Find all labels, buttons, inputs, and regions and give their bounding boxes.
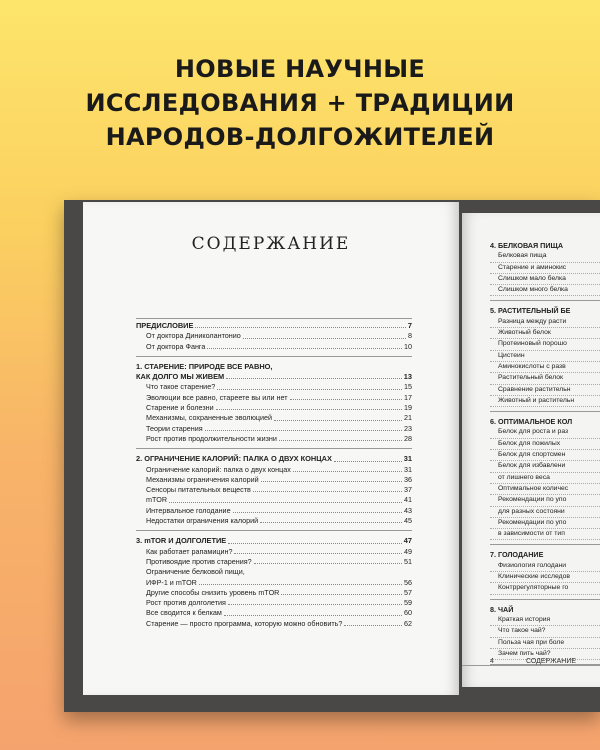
toc-entry-title: 2. ОГРАНИЧЕНИЕ КАЛОРИЙ: ПАЛКА О ДВУХ КОНЦАХ: [136, 454, 332, 464]
toc-entry-page: 17: [404, 392, 412, 402]
toc-entry: Разница между расти: [490, 317, 600, 328]
toc-entry: [136, 393, 412, 403]
toc-entry-page: 43: [404, 505, 412, 515]
toc-entry: Клинические исследов: [490, 572, 600, 583]
left-page: [83, 202, 459, 695]
toc-entry-title: Сенсоры питательных веществ: [146, 485, 251, 495]
toc-entry: Протеиновый порошо: [490, 339, 600, 350]
dot-leader: [274, 420, 402, 421]
toc-entry-page: 13: [403, 372, 412, 382]
toc-entry-title: Другие способы снизить уровень mTOR: [146, 587, 280, 597]
toc-entry: [136, 536, 412, 546]
toc-entry-title: mTOR: [146, 495, 168, 505]
toc-entry-page: 59: [404, 598, 412, 608]
toc-entry: Слишком мало белка: [490, 274, 600, 285]
toc-entry: 5. РАСТИТЕЛЬНЫЙ БЕ: [490, 306, 571, 316]
toc-entry-title: Все сводится к белкам: [146, 608, 222, 618]
toc-entry: Оптимальное количес: [490, 484, 600, 495]
dot-leader: [344, 625, 402, 626]
table-of-contents-continued: [490, 241, 600, 670]
toc-entry: [136, 516, 412, 526]
toc-entry-title: Старение — просто программа, которую можно обновить?: [146, 618, 343, 628]
toc-entry: [136, 465, 412, 475]
toc-entry: [136, 619, 412, 629]
toc-entry: [136, 608, 412, 618]
toc-entry-page: 7: [407, 321, 412, 330]
toc-section: [490, 605, 600, 665]
dot-leader: [199, 584, 402, 585]
toc-entry: в зависимости от тип: [490, 529, 600, 540]
toc-entry: Белок для роста и раз: [490, 427, 600, 438]
table-of-contents: [136, 318, 412, 638]
dot-leader: [169, 502, 402, 503]
dot-leader: [217, 389, 402, 390]
toc-entry: Цистеин: [490, 351, 600, 362]
toc-entry: [136, 454, 412, 464]
toc-entry-page: 21: [404, 413, 412, 423]
toc-entry-page: 31: [404, 464, 412, 474]
toc-entry-page: 8: [408, 331, 412, 341]
page-footer: [490, 658, 576, 665]
toc-entry: [136, 434, 412, 444]
dot-leader: [293, 471, 402, 472]
toc-entry-page: 15: [404, 382, 412, 392]
toc-entry-title: Что такое старение?: [146, 382, 216, 392]
headline-line-1: НОВЫЕ НАУЧНЫЕ: [174, 55, 426, 83]
dot-leader: [260, 522, 402, 523]
toc-entry-title: Эволюции все равно, стареете вы или нет: [146, 392, 288, 402]
toc-entry: Растительный белок: [490, 373, 600, 384]
toc-section: [136, 536, 412, 633]
toc-entry: [136, 495, 412, 505]
toc-entry-page: 62: [404, 618, 412, 628]
toc-entry-page: 10: [404, 341, 412, 351]
toc-entry: Животный белок: [490, 328, 600, 339]
headline: [0, 52, 600, 154]
toc-entry-title: Механизмы ограничения калорий: [146, 474, 259, 484]
dot-leader: [228, 604, 402, 605]
toc-entry: Рекомендации по упо: [490, 495, 600, 506]
toc-entry-title: Рост против долголетия: [146, 598, 226, 608]
dot-leader: [228, 543, 402, 544]
toc-entry: для разных состояни: [490, 507, 600, 518]
toc-entry-title: От доктора Фанга: [146, 341, 206, 351]
toc-entry-page: 49: [404, 546, 412, 556]
toc-entry: Белок для избавлени: [490, 461, 600, 472]
toc-entry: [136, 382, 412, 392]
dot-leader: [243, 338, 406, 339]
toc-entry-title: Интервальное голодание: [146, 505, 231, 515]
toc-entry: [136, 475, 412, 485]
dot-leader: [205, 430, 402, 431]
headline-line-2: ИССЛЕДОВАНИЯ + ТРАДИЦИИ: [85, 89, 515, 117]
dot-leader: [224, 615, 402, 616]
toc-entry: [136, 567, 412, 577]
toc-entry: Что такое чай?: [490, 626, 600, 637]
toc-entry-title: Ограничение калорий: палка о двух концах: [146, 464, 291, 474]
toc-section: [136, 454, 412, 531]
toc-entry-page: 31: [403, 454, 412, 464]
toc-entry-title: Механизмы, сохраненные эволюцией: [146, 413, 273, 423]
page-number: 4: [490, 658, 494, 665]
toc-entry-page: 41: [404, 495, 412, 505]
running-title: СОДЕРЖАНИЕ: [525, 658, 577, 665]
toc-entry: [136, 578, 412, 588]
toc-entry-page: 60: [404, 608, 412, 618]
toc-entry-title: Как работает рапамицин?: [146, 546, 233, 556]
footer-rule: [462, 665, 600, 666]
toc-entry-title: ИФР-1 и mTOR: [146, 577, 197, 587]
toc-entry: Животный и растительн: [490, 396, 600, 407]
toc-entry: [136, 588, 412, 598]
toc-section: [490, 550, 600, 599]
toc-entry: [136, 362, 412, 372]
dot-leader: [290, 399, 402, 400]
dot-leader: [207, 348, 402, 349]
dot-leader: [195, 327, 405, 328]
toc-entry: Белок для спортсмен: [490, 450, 600, 461]
toc-entry-title: Противоядие против старения?: [146, 556, 252, 566]
toc-entry: Физиология голодани: [490, 561, 600, 572]
toc-entry: Сравнение растительн: [490, 385, 600, 396]
toc-entry-title: ПРЕДИСЛОВИЕ: [136, 321, 194, 330]
toc-entry: Зачем пить чай?: [490, 649, 600, 660]
toc-entry: [136, 485, 412, 495]
toc-entry: Белковая пища: [490, 251, 600, 262]
toc-entry: [136, 506, 412, 516]
toc-entry: Белок для пожилых: [490, 439, 600, 450]
dot-leader: [233, 512, 402, 513]
toc-entry-page: 56: [404, 577, 412, 587]
toc-section: [490, 417, 600, 545]
toc-entry-title: 3. mTOR И ДОЛГОЛЕТИЕ: [136, 536, 227, 546]
toc-entry: [136, 413, 412, 423]
toc-entry-title: Рост против продолжительности жизни: [146, 433, 277, 443]
toc-section: [136, 362, 412, 449]
toc-entry: [136, 372, 412, 382]
toc-entry-title: Старение и болезни: [146, 403, 214, 413]
dot-leader: [226, 378, 402, 379]
toc-entry: 8. ЧАЙ: [490, 604, 514, 614]
toc-entry: Слишком много белка: [490, 285, 600, 296]
toc-entry: Рекомендации по упо: [490, 518, 600, 529]
dot-leader: [234, 553, 402, 554]
dot-leader: [254, 563, 402, 564]
dot-leader: [334, 461, 402, 462]
toc-entry: Аминокислоты с разв: [490, 362, 600, 373]
toc-entry: Контррегуляторные го: [490, 583, 600, 594]
toc-entry: [136, 321, 412, 331]
toc-section: [136, 318, 412, 357]
toc-entry-page: 51: [404, 556, 412, 566]
toc-entry-title: Недостатки ограничения калорий: [146, 516, 259, 526]
toc-entry-page: 57: [404, 587, 412, 597]
toc-section: [490, 306, 600, 412]
toc-entry: [136, 331, 412, 341]
toc-entry-page: 36: [404, 474, 412, 484]
dot-leader: [281, 594, 402, 595]
toc-entry-title: 1. СТАРЕНИЕ: ПРИРОДЕ ВСЕ РАВНО,: [136, 361, 273, 371]
toc-entry: 4. БЕЛКОВАЯ ПИЩА: [490, 241, 564, 250]
headline-line-3: НАРОДОВ-ДОЛГОЖИТЕЛЕЙ: [105, 123, 495, 151]
dot-leader: [279, 440, 402, 441]
toc-entry-title: Ограничение белковой пищи,: [146, 567, 245, 577]
toc-entry: Польза чая при боле: [490, 638, 600, 649]
toc-entry: [136, 342, 412, 352]
toc-entry-page: 28: [404, 433, 412, 443]
toc-entry: Старение и аминокис: [490, 263, 600, 274]
toc-entry-page: 47: [403, 536, 412, 546]
toc-entry: от лишнего веса: [490, 473, 600, 484]
toc-entry-title: От доктора Диниколантонио: [146, 331, 241, 341]
toc-entry: Краткая история: [490, 615, 600, 626]
toc-entry-title: Теории старения: [146, 423, 203, 433]
toc-entry: [136, 557, 412, 567]
toc-section: [490, 241, 600, 301]
toc-entry: [136, 424, 412, 434]
toc-entry: 7. ГОЛОДАНИЕ: [490, 550, 544, 560]
toc-entry: [136, 403, 412, 413]
dot-leader: [253, 491, 402, 492]
toc-title: СОДЕРЖАНИЕ: [191, 234, 351, 254]
right-page: [462, 213, 600, 687]
toc-entry: 6. ОПТИМАЛЬНОЕ КОЛ: [490, 417, 573, 427]
toc-entry-page: 45: [404, 516, 412, 526]
toc-entry-title: КАК ДОЛГО МЫ ЖИВЕМ: [136, 372, 225, 382]
dot-leader: [216, 409, 402, 410]
toc-entry-page: 19: [404, 403, 412, 413]
toc-entry-page: 23: [404, 423, 412, 433]
dot-leader: [261, 481, 402, 482]
toc-entry-page: 37: [404, 485, 412, 495]
toc-entry: [136, 598, 412, 608]
toc-entry: [136, 547, 412, 557]
